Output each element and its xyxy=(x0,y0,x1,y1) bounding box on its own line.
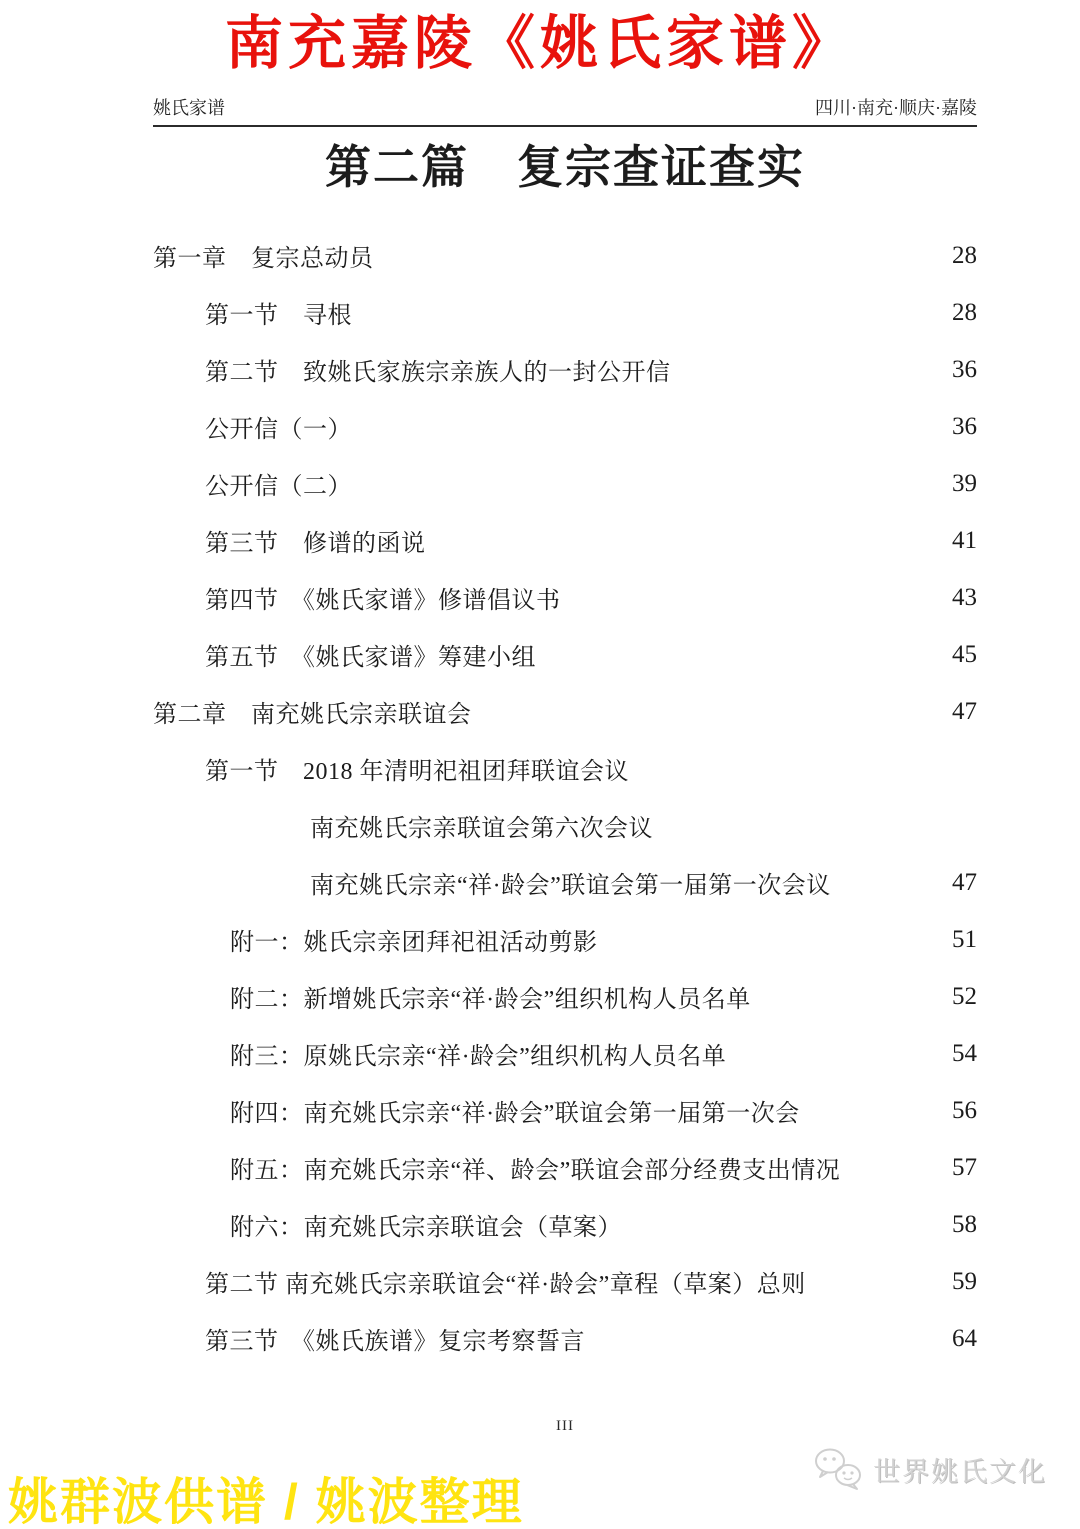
toc-entry-title: 第五节 《姚氏家谱》筹建小组 xyxy=(205,645,536,671)
toc-entry-page: 52 xyxy=(952,982,977,1010)
toc-entry xyxy=(153,341,977,398)
toc-entry xyxy=(153,626,977,683)
wechat-logo-icon xyxy=(813,1446,865,1492)
toc-entry-page: 59 xyxy=(952,1267,977,1295)
toc-entry-title: 附二：新增姚氏宗亲“祥·龄会”组织机构人员名单 xyxy=(230,987,751,1013)
toc-entry-title: 第一节 寻根 xyxy=(205,303,352,329)
toc-entry-page: 54 xyxy=(952,1039,977,1067)
toc-entry xyxy=(153,512,977,569)
toc-entry-title: 第二节 南充姚氏宗亲联谊会“祥·龄会”章程（草案）总则 xyxy=(205,1272,806,1298)
book-title: 南充嘉陵《姚氏家谱》 xyxy=(224,11,855,76)
toc-entry-page: 45 xyxy=(952,640,977,668)
toc-entry-page: 41 xyxy=(952,526,977,554)
toc-entry-title: 第一章 复宗总动员 xyxy=(153,246,374,272)
toc-entry-page: 43 xyxy=(952,583,977,611)
toc-entry-title: 南充姚氏宗亲“祥·龄会”联谊会第一届第一次会议 xyxy=(310,873,831,899)
toc-entry-page: 51 xyxy=(952,925,977,953)
toc-entry-title: 附五：南充姚氏宗亲“祥、龄会”联谊会部分经费支出情况 xyxy=(230,1158,841,1184)
toc-entry xyxy=(153,284,977,341)
toc-entry xyxy=(153,1253,977,1310)
toc-entry-page: 47 xyxy=(952,697,977,725)
toc-entry xyxy=(153,455,977,512)
toc-entry xyxy=(153,1082,977,1139)
toc-entry-page: 28 xyxy=(952,241,977,269)
toc-entry-title: 第二章 南充姚氏宗亲联谊会 xyxy=(153,702,472,728)
toc-entry xyxy=(153,1025,977,1082)
toc-entry-page: 47 xyxy=(952,868,977,896)
toc-entry-title: 公开信（二） xyxy=(205,474,352,500)
toc-entry-page: 64 xyxy=(952,1324,977,1352)
running-header-right: 四川·南充·顺庆·嘉陵 xyxy=(815,98,977,118)
toc-entry xyxy=(153,740,977,797)
toc-entry xyxy=(153,797,977,854)
toc-entry-page: 36 xyxy=(952,412,977,440)
toc-entry xyxy=(153,968,977,1025)
section-heading: 第二篇 复宗查证查实 xyxy=(325,142,805,193)
toc-entry-title: 第三节 修谱的函说 xyxy=(205,531,426,557)
toc-entry xyxy=(153,854,977,911)
book-title-banner xyxy=(0,0,1080,76)
toc-entry-title: 第一节 2018 年清明祀祖团拜联谊会议 xyxy=(205,759,629,785)
toc-entry xyxy=(153,398,977,455)
toc-entry xyxy=(153,1310,977,1367)
toc-entry-title: 附六：南充姚氏宗亲联谊会（草案） xyxy=(230,1215,622,1241)
toc-entry-page: 28 xyxy=(952,298,977,326)
toc-entry-page: 36 xyxy=(952,355,977,383)
toc-entry-title: 第四节 《姚氏家谱》修谱倡议书 xyxy=(205,588,561,614)
toc-entry-page: 56 xyxy=(952,1096,977,1124)
running-header xyxy=(153,94,977,127)
watermark-text: 世界姚氏文化 xyxy=(873,1456,1047,1487)
toc-entry xyxy=(153,911,977,968)
toc-entry-title: 南充姚氏宗亲联谊会第六次会议 xyxy=(310,816,653,842)
toc-entry-title: 第二节 致姚氏家族宗亲族人的一封公开信 xyxy=(205,360,671,386)
watermark xyxy=(813,1446,1047,1492)
toc-entry xyxy=(153,1139,977,1196)
toc-entry xyxy=(153,1196,977,1253)
toc-entry-page: 57 xyxy=(952,1153,977,1181)
toc-entry-title: 附一：姚氏宗亲团拜祀祖活动剪影 xyxy=(230,930,598,956)
toc-entry-title: 第三节 《姚氏族谱》复宗考察誓言 xyxy=(205,1329,585,1355)
toc-entry xyxy=(153,227,977,284)
folio-page-number: III xyxy=(556,1418,574,1434)
toc-entry-page: 58 xyxy=(952,1210,977,1238)
running-header-left: 姚氏家谱 xyxy=(153,98,225,118)
credit-line: 姚群波供谱 / 姚波整理 xyxy=(8,1474,524,1529)
toc-entry-title: 附四：南充姚氏宗亲“祥·龄会”联谊会第一届第一次会 xyxy=(230,1101,800,1127)
toc-list xyxy=(153,227,977,1367)
toc-entry-title: 附三：原姚氏宗亲“祥·龄会”组织机构人员名单 xyxy=(230,1044,727,1070)
toc-entry-page: 39 xyxy=(952,469,977,497)
toc-entry xyxy=(153,683,977,740)
toc-entry xyxy=(153,569,977,626)
toc-entry-title: 公开信（一） xyxy=(205,417,352,443)
